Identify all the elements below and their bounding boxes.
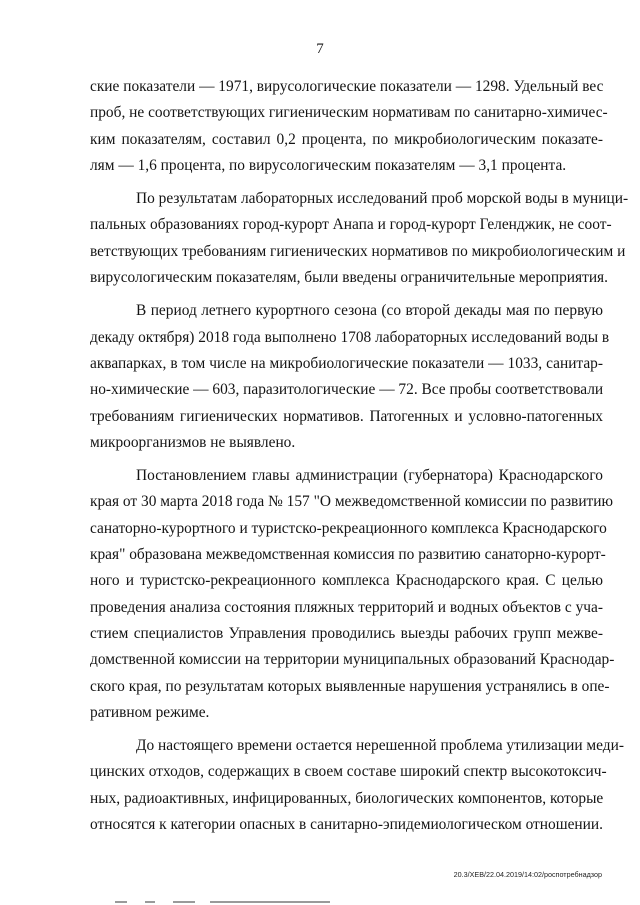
document-body: [90, 74, 629, 838]
text-line: По результатам лабораторных исследований проб морской воды в муници-: [136, 190, 629, 208]
text-line: санаторно-курортного и туристско-рекреационного комплекса Краснодарского: [90, 519, 607, 537]
text-line: До настоящего времени остается нерешенной проблема утилизации меди-: [136, 737, 624, 755]
paragraph-4: [90, 463, 615, 726]
text-line: края от 30 марта 2018 года № 157 "О межведомственной комиссии по развитию: [90, 493, 614, 511]
text-line: вирусологическим показателям, были введены ограничительные мероприятия.: [90, 269, 608, 287]
text-line: но-химические — 603, паразитологические — 72. Все пробы соответствовали: [90, 381, 604, 399]
text-line: ных, радиоактивных, инфицированных, биологических компонентов, которые: [90, 789, 604, 807]
text-line: декаду октября) 2018 года выполнено 1708 лабораторных исследований воды в: [90, 328, 610, 346]
text-line: домственной комиссии на территории муниципальных образований Краснодар-: [90, 651, 615, 669]
text-line: микроорганизмов не выявлено.: [90, 433, 296, 451]
text-line: требованиям гигиенических нормативов. Патогенных и условно-патогенных: [90, 407, 603, 425]
text-line: ветствующих требованиям гигиенических нормативов по микробиологическим и: [90, 242, 626, 260]
paragraph-5: [90, 733, 624, 838]
paragraph-2: [90, 186, 629, 291]
text-line: ким показателям, составил 0,2 процента, по микробиологическим показате-: [90, 130, 603, 148]
text-line: края" образована межведомственная комиссия по развитию санаторно-курорт-: [90, 546, 606, 564]
scan-artifact: [115, 901, 330, 904]
text-line: относятся к категории опасных в санитарно-эпидемиологическом отношении.: [90, 816, 603, 834]
text-line: аквапарках, в том числе на микробиологические показатели — 1033, санитар-: [90, 354, 603, 372]
text-line: ного и туристско-рекреационного комплекса Краснодарского края. С целью: [90, 572, 603, 590]
registration-stamp: 20.3/ХЕВ/22.04.2019/14:02/роспотребнадзор: [453, 870, 602, 879]
paragraph-3: [90, 298, 610, 456]
page-number: 7: [316, 41, 324, 57]
text-line: проведения анализа состояния пляжных территорий и водных объектов с уча-: [90, 598, 603, 616]
text-line: лям — 1,6 процента, по вирусологическим показателям — 3,1 процента.: [90, 156, 567, 174]
text-line: ского края, по результатам которых выявленные нарушения устранялись в опе-: [90, 677, 610, 695]
text-line: ративном режиме.: [90, 703, 210, 721]
text-line: стием специалистов Управления проводились выезды рабочих групп межве-: [90, 624, 603, 642]
text-line: проб, не соответствующих гигиеническим нормативам по санитарно-химичес-: [90, 104, 608, 122]
text-line: ские показатели — 1971, вирусологические показатели — 1298. Удельный вес: [90, 78, 604, 95]
paragraph-1: [90, 74, 608, 179]
text-line: цинских отходов, содержащих в своем составе широкий спектр высокотоксич-: [90, 763, 607, 781]
text-line: В период летнего курортного сезона (со второй декады мая по первую: [136, 302, 603, 320]
text-line: Постановлением главы администрации (губернатора) Краснодарского: [136, 467, 603, 485]
text-line: пальных образованиях город-курорт Анапа и город-курорт Геленджик, не соот-: [90, 216, 612, 234]
